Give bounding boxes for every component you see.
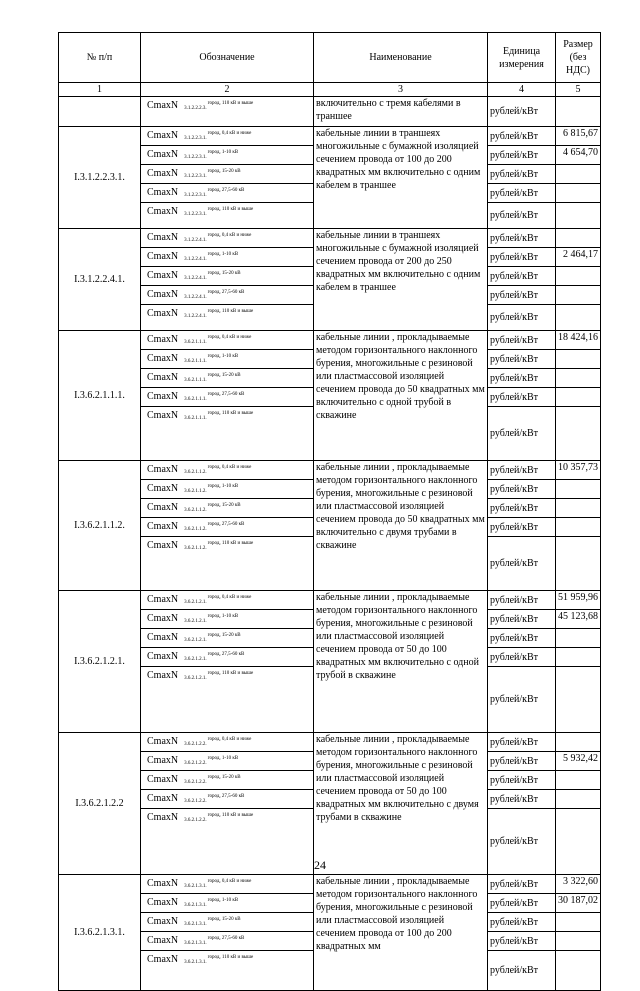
unit: рублей/кВт [488, 537, 556, 591]
designation-code: 3.6.2.1.2.1. [184, 657, 207, 662]
voltage-level: город, 27,5-60 кВ [207, 392, 245, 397]
voltage-level: город, 110 кВ и выше [207, 813, 254, 818]
table-row [59, 733, 601, 752]
designation-code: 3.6.2.1.1.1. [184, 416, 207, 421]
designation-code: 3.6.2.1.1.2. [184, 470, 207, 475]
designation-symbol: CmaxN [147, 502, 179, 513]
designation-code: 3.1.2.2.3.1. [184, 212, 207, 217]
unit: рублей/кВт [488, 350, 556, 369]
unit: рублей/кВт [488, 286, 556, 305]
unit: рублей/кВт [488, 648, 556, 667]
voltage-level: город, 27,5-60 кВ [207, 652, 245, 657]
designation-symbol: CmaxN [147, 100, 179, 111]
designation-symbol: CmaxN [147, 594, 179, 605]
voltage-level: город, 1-10 кВ [207, 354, 239, 359]
size-value [556, 184, 601, 203]
voltage-level: город, 1-10 кВ [207, 756, 239, 761]
size-value: 2 464,17 [556, 248, 601, 267]
designation-symbol: CmaxN [147, 613, 179, 624]
designation-code: 3.6.2.1.2.1. [184, 638, 207, 643]
designation [141, 97, 314, 127]
designation [141, 267, 314, 286]
voltage-level: город, 1-10 кВ [207, 898, 239, 903]
size-value [556, 229, 601, 248]
designation-symbol: CmaxN [147, 540, 179, 551]
voltage-level: город, 0,4 кВ и ниже [207, 595, 252, 600]
size-value [556, 388, 601, 407]
tariff-table [58, 32, 601, 991]
size-value [556, 951, 601, 991]
designation [141, 165, 314, 184]
designation-code: 3.6.2.1.1.2. [184, 508, 207, 513]
unit: рублей/кВт [488, 752, 556, 771]
table-row [59, 127, 601, 146]
designation [141, 286, 314, 305]
size-value [556, 97, 601, 127]
voltage-level: город, 15-20 кВ [207, 503, 241, 508]
designation-symbol: CmaxN [147, 289, 179, 300]
size-value [556, 286, 601, 305]
size-value [556, 480, 601, 499]
unit: рублей/кВт [488, 913, 556, 932]
designation-symbol: CmaxN [147, 464, 179, 475]
size-value: 3 322,60 [556, 875, 601, 894]
voltage-level: город, 0,4 кВ и ниже [207, 131, 252, 136]
designation [141, 951, 314, 991]
size-value: 51 959,96 [556, 591, 601, 610]
voltage-level: город, 15-20 кВ [207, 775, 241, 780]
voltage-level: город, 110 кВ и выше [207, 411, 254, 416]
unit: рублей/кВт [488, 591, 556, 610]
designation-symbol: CmaxN [147, 632, 179, 643]
designation-symbol: CmaxN [147, 149, 179, 160]
unit: рублей/кВт [488, 480, 556, 499]
designation [141, 248, 314, 267]
designation-symbol: CmaxN [147, 935, 179, 946]
unit: рублей/кВт [488, 790, 556, 809]
voltage-level: город, 27,5-60 кВ [207, 522, 245, 527]
designation-symbol: CmaxN [147, 232, 179, 243]
header-name: Наименование [314, 33, 488, 83]
designation-symbol: CmaxN [147, 916, 179, 927]
voltage-level: город, 27,5-60 кВ [207, 188, 245, 193]
unit: рублей/кВт [488, 610, 556, 629]
table-row [59, 591, 601, 610]
unit: рублей/кВт [488, 932, 556, 951]
col-number: 4 [488, 83, 556, 97]
item-number: I.3.6.2.1.1.1. [59, 331, 141, 461]
designation-symbol: CmaxN [147, 251, 179, 262]
voltage-level: город, 1-10 кВ [207, 150, 239, 155]
unit: рублей/кВт [488, 184, 556, 203]
designation-symbol: CmaxN [147, 391, 179, 402]
col-number: 3 [314, 83, 488, 97]
voltage-level: город, 15-20 кВ [207, 373, 241, 378]
size-value [556, 537, 601, 591]
designation [141, 127, 314, 146]
item-number [59, 97, 141, 127]
voltage-level: город, 27,5-60 кВ [207, 290, 245, 295]
item-name: включительно с тремя кабелями в траншее [314, 97, 488, 127]
size-value [556, 648, 601, 667]
item-name: кабельные линии , прокладываемые методом горизонтального наклонного бурения, многожильные с резиновой или пластмассовой изоляцией сечением провода до 50 квадратных мм включительно с одной трубой в скважине [314, 331, 488, 461]
designation-code: 3.1.2.2.4.1. [184, 257, 207, 262]
designation [141, 146, 314, 165]
designation [141, 771, 314, 790]
item-name: кабельные линии , прокладываемые методом горизонтального наклонного бурения, многожильные с резиновой или пластмассовой изоляцией сечением провода от 50 до 100 квадратных мм включительно с двумя трубами в скважине [314, 733, 488, 875]
unit: рублей/кВт [488, 305, 556, 331]
size-value: 45 123,68 [556, 610, 601, 629]
size-value: 4 654,70 [556, 146, 601, 165]
voltage-level: город, 1-10 кВ [207, 484, 239, 489]
designation-code: 3.6.2.1.2.2. [184, 799, 207, 804]
designation-code: 3.1.2.2.3.1. [184, 174, 207, 179]
designation-symbol: CmaxN [147, 774, 179, 785]
designation [141, 752, 314, 771]
voltage-level: город, 15-20 кВ [207, 271, 241, 276]
designation [141, 537, 314, 591]
designation-code: 3.6.2.1.2.2. [184, 742, 207, 747]
size-value [556, 771, 601, 790]
unit: рублей/кВт [488, 97, 556, 127]
designation-code: 3.6.2.1.3.1. [184, 884, 207, 889]
designation [141, 480, 314, 499]
designation [141, 350, 314, 369]
item-name: кабельные линии , прокладываемые методом горизонтального наклонного бурения, многожильные с резиновой или пластмассовой изоляцией сечением провода от 100 до 200 квадратных мм [314, 875, 488, 991]
designation-code: 3.6.2.1.1.1. [184, 378, 207, 383]
designation-symbol: CmaxN [147, 410, 179, 421]
designation-symbol: CmaxN [147, 308, 179, 319]
header-num: № п/п [59, 33, 141, 83]
item-number: I.3.6.2.1.2.2 [59, 733, 141, 875]
designation [141, 610, 314, 629]
table-row [59, 875, 601, 894]
designation-code: 3.1.2.2.4.1. [184, 238, 207, 243]
designation [141, 894, 314, 913]
designation [141, 648, 314, 667]
unit: рублей/кВт [488, 894, 556, 913]
designation-symbol: CmaxN [147, 736, 179, 747]
item-number: I.3.6.2.1.1.2. [59, 461, 141, 591]
size-value [556, 165, 601, 184]
size-value: 18 424,16 [556, 331, 601, 350]
designation [141, 369, 314, 388]
designation [141, 913, 314, 932]
designation-symbol: CmaxN [147, 651, 179, 662]
designation [141, 461, 314, 480]
designation-symbol: CmaxN [147, 897, 179, 908]
unit: рублей/кВт [488, 331, 556, 350]
item-number: I.3.6.2.1.3.1. [59, 875, 141, 991]
designation [141, 629, 314, 648]
unit: рублей/кВт [488, 771, 556, 790]
voltage-level: город, 110 кВ и выше [207, 541, 254, 546]
size-value [556, 667, 601, 733]
designation [141, 875, 314, 894]
designation [141, 305, 314, 331]
designation-symbol: CmaxN [147, 483, 179, 494]
designation-code: 3.1.2.2.3.1. [184, 193, 207, 198]
designation-symbol: CmaxN [147, 812, 179, 823]
designation-code: 3.1.2.2.3.1. [184, 136, 207, 141]
designation [141, 229, 314, 248]
table-row [59, 461, 601, 480]
voltage-level: город, 110 кВ и выше [207, 671, 254, 676]
table-row [59, 331, 601, 350]
header-row [59, 33, 601, 83]
designation [141, 932, 314, 951]
size-value [556, 499, 601, 518]
designation-code: 3.6.2.1.2.1. [184, 600, 207, 605]
unit: рублей/кВт [488, 461, 556, 480]
size-value [556, 369, 601, 388]
size-value [556, 350, 601, 369]
voltage-level: город, 110 кВ и выше [207, 207, 254, 212]
unit: рублей/кВт [488, 388, 556, 407]
unit: рублей/кВт [488, 203, 556, 229]
designation-symbol: CmaxN [147, 187, 179, 198]
designation [141, 499, 314, 518]
voltage-level: город, 110 кВ и выше [207, 101, 254, 106]
designation-code: 3.6.2.1.2.2. [184, 761, 207, 766]
designation-symbol: CmaxN [147, 353, 179, 364]
voltage-level: город, 0,4 кВ и ниже [207, 879, 252, 884]
designation-code: 3.1.2.2.3.1. [184, 155, 207, 160]
voltage-level: город, 27,5-60 кВ [207, 936, 245, 941]
size-value: 5 932,42 [556, 752, 601, 771]
voltage-level: город, 27,5-60 кВ [207, 794, 245, 799]
designation-code: 3.6.2.1.1.2. [184, 527, 207, 532]
table-row [59, 229, 601, 248]
designation [141, 407, 314, 461]
designation [141, 331, 314, 350]
designation [141, 518, 314, 537]
unit: рублей/кВт [488, 667, 556, 733]
voltage-level: город, 0,4 кВ и ниже [207, 233, 252, 238]
unit: рублей/кВт [488, 407, 556, 461]
voltage-level: город, 0,4 кВ и ниже [207, 737, 252, 742]
size-value [556, 733, 601, 752]
designation-code: 3.6.2.1.1.2. [184, 489, 207, 494]
voltage-level: город, 15-20 кВ [207, 169, 241, 174]
unit: рублей/кВт [488, 146, 556, 165]
size-value [556, 913, 601, 932]
designation [141, 203, 314, 229]
designation-code: 3.6.2.1.2.2. [184, 818, 207, 823]
designation-symbol: CmaxN [147, 206, 179, 217]
designation-symbol: CmaxN [147, 334, 179, 345]
designation [141, 667, 314, 733]
item-number: I.3.6.2.1.2.1. [59, 591, 141, 733]
designation-code: 3.6.2.1.1.1. [184, 340, 207, 345]
unit: рублей/кВт [488, 369, 556, 388]
designation-code: 3.6.2.1.1.1. [184, 359, 207, 364]
designation-symbol: CmaxN [147, 793, 179, 804]
voltage-level: город, 15-20 кВ [207, 917, 241, 922]
size-value: 30 187,02 [556, 894, 601, 913]
column-number-row [59, 83, 601, 97]
size-value: 6 815,67 [556, 127, 601, 146]
designation-symbol: CmaxN [147, 755, 179, 766]
voltage-level: город, 110 кВ и выше [207, 955, 254, 960]
size-value [556, 518, 601, 537]
size-value [556, 203, 601, 229]
voltage-level: город, 15-20 кВ [207, 633, 241, 638]
unit: рублей/кВт [488, 875, 556, 894]
size-value [556, 629, 601, 648]
unit: рублей/кВт [488, 629, 556, 648]
designation [141, 790, 314, 809]
col-number: 2 [141, 83, 314, 97]
header-unit: Единица измерения [488, 33, 556, 83]
voltage-level: город, 1-10 кВ [207, 614, 239, 619]
designation-code: 3.6.2.1.3.1. [184, 941, 207, 946]
designation-symbol: CmaxN [147, 521, 179, 532]
designation [141, 388, 314, 407]
unit: рублей/кВт [488, 809, 556, 875]
designation-symbol: CmaxN [147, 372, 179, 383]
voltage-level: город, 1-10 кВ [207, 252, 239, 257]
col-number: 5 [556, 83, 601, 97]
designation-code: 3.1.2.2.4.1. [184, 276, 207, 281]
designation-symbol: CmaxN [147, 954, 179, 965]
unit: рублей/кВт [488, 499, 556, 518]
designation-code: 3.6.2.1.2.1. [184, 619, 207, 624]
page-number: 24 [314, 858, 326, 872]
col-number: 1 [59, 83, 141, 97]
unit: рублей/кВт [488, 165, 556, 184]
item-number: I.3.1.2.2.3.1. [59, 127, 141, 229]
unit: рублей/кВт [488, 229, 556, 248]
header-size: Размер (без НДС) [556, 33, 601, 83]
size-value [556, 407, 601, 461]
item-number: I.3.1.2.2.4.1. [59, 229, 141, 331]
designation-code: 3.6.2.1.2.1. [184, 676, 207, 681]
voltage-level: город, 0,4 кВ и ниже [207, 335, 252, 340]
voltage-level: город, 110 кВ и выше [207, 309, 254, 314]
designation [141, 184, 314, 203]
designation-code: 3.6.2.1.1.1. [184, 397, 207, 402]
designation-code: 3.1.2.2.2.3. [184, 106, 207, 111]
designation-code: 3.6.2.1.1.2. [184, 546, 207, 551]
unit: рублей/кВт [488, 951, 556, 991]
header-designation: Обозначение [141, 33, 314, 83]
unit: рублей/кВт [488, 267, 556, 286]
unit: рублей/кВт [488, 733, 556, 752]
item-name: кабельные линии , прокладываемые методом горизонтального наклонного бурения, многожильные с резиновой или пластмассовой изоляцией сечением провода до 50 квадратных мм включительно с двумя трубами в скважине [314, 461, 488, 591]
designation-symbol: CmaxN [147, 270, 179, 281]
unit: рублей/кВт [488, 127, 556, 146]
unit: рублей/кВт [488, 518, 556, 537]
designation-code: 3.6.2.1.3.1. [184, 903, 207, 908]
table-body [59, 97, 601, 991]
size-value [556, 305, 601, 331]
designation-code: 3.6.2.1.3.1. [184, 922, 207, 927]
designation [141, 733, 314, 752]
designation-code: 3.1.2.2.4.1. [184, 295, 207, 300]
size-value [556, 790, 601, 809]
item-name: кабельные линии , прокладываемые методом горизонтального наклонного бурения, многожильные с резиновой или пластмассовой изоляцией сечением провода от 50 до 100 квадратных мм включительно с одной трубой в скважине [314, 591, 488, 733]
designation-symbol: CmaxN [147, 130, 179, 141]
designation-symbol: CmaxN [147, 878, 179, 889]
designation-code: 3.6.2.1.2.2. [184, 780, 207, 785]
size-value [556, 932, 601, 951]
designation [141, 591, 314, 610]
designation-symbol: CmaxN [147, 168, 179, 179]
table-row [59, 97, 601, 127]
designation-code: 3.1.2.2.4.1. [184, 314, 207, 319]
voltage-level: город, 0,4 кВ и ниже [207, 465, 252, 470]
designation-code: 3.6.2.1.3.1. [184, 960, 207, 965]
item-name: кабельные линии в траншеях многожильные с бумажной изоляцией сечением провода от 200 до 250 квадратных мм включительно с одним кабелем в траншее [314, 229, 488, 331]
unit: рублей/кВт [488, 248, 556, 267]
designation-symbol: CmaxN [147, 670, 179, 681]
size-value [556, 267, 601, 286]
item-name: кабельные линии в траншеях многожильные с бумажной изоляцией сечением провода от 100 до 200 квадратных мм включительно с одним кабелем в траншее [314, 127, 488, 229]
size-value: 10 357,73 [556, 461, 601, 480]
